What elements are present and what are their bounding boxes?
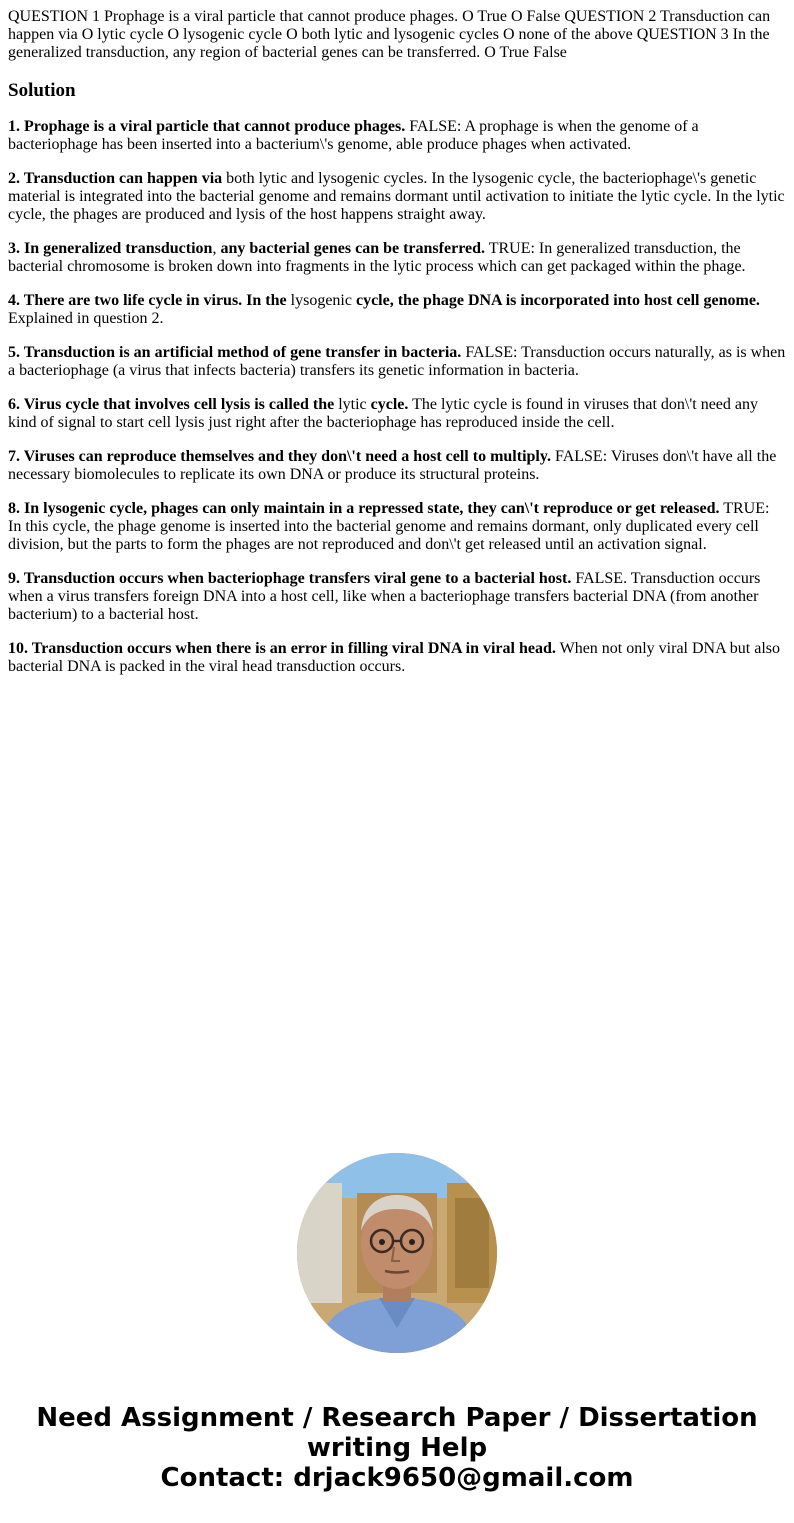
item-statement: 10. Transduction occurs when there is an error in filling viral DNA in viral head.	[8, 640, 556, 657]
item-statement: 7. Viruses can reproduce themselves and they don\'t need a host cell to multiply.	[8, 448, 551, 465]
item-statement: 8. In lysogenic cycle, phages can only maintain in a repressed state, they can\'t reproduce or get released.	[8, 500, 720, 517]
solution-item-1	[8, 118, 786, 154]
solution-item-5	[8, 344, 786, 380]
avatar	[297, 1153, 497, 1353]
question-text: QUESTION 1 Prophage is a viral particle that cannot produce phages. O True O False QUESTION 2 Transduction can happen via O lytic cycle O lysogenic cycle O both lytic and lysogenic cycles O none of the above QUESTION 3 In the generalized transduction, any region of bacterial genes can be transferred. O True False	[8, 8, 771, 61]
solution-item-3	[8, 240, 786, 276]
item-statement: 2. Transduction can happen via	[8, 170, 223, 187]
item-answer: FALSE: Transduction occurs naturally, as is when a bacteriophage (a virus that infects bacteria) transfers its genetic information in bacteria.	[8, 344, 786, 379]
solution-item-6	[8, 396, 786, 432]
avatar-photo	[297, 1153, 497, 1353]
solution-heading: Solution	[8, 80, 76, 101]
item-statement-cont: cycle.	[370, 396, 409, 413]
item-answer: TRUE: In generalized transduction, the bacterial chromosome is broken down into fragments in the lytic process which can get packaged within the phage.	[8, 240, 746, 275]
item-answer: Explained in question 2.	[8, 310, 164, 327]
solution-item-4	[8, 292, 786, 328]
item-answer: TRUE: In this cycle, the phage genome is inserted into the bacterial genome and remains dormant, only duplicated every cell division, but the parts to form the phages are not reproduced and don\'t get released until an activation signal.	[8, 500, 770, 553]
footer-contact-line: Contact: drjack9650@gmail.com	[160, 1463, 634, 1493]
item-statement: 4. There are two life cycle in virus. In the	[8, 292, 287, 309]
solution-item-9	[8, 570, 786, 624]
solution-item-8	[8, 500, 786, 554]
item-answer: both lytic and lysogenic cycles. In the lysogenic cycle, the bacteriophage\'s genetic material is integrated into the bacterial genome and remains dormant until activation to initiate the lytic cycle. In the lytic cycle, the phages are produced and lysis of the host happens straight away.	[8, 170, 785, 223]
item-answer: FALSE. Transduction occurs when a virus transfers foreign DNA into a host cell, like when a bacteriophage transfers bacterial DNA (from another bacterium) to a bacterial host.	[8, 570, 761, 623]
item-statement: 6. Virus cycle that involves cell lysis is called the	[8, 396, 335, 413]
item-statement: 5. Transduction is an artificial method of gene transfer in bacteria.	[8, 344, 462, 361]
footer-help-line: Need Assignment / Research Paper / Dissertation writing Help	[36, 1403, 758, 1463]
solution-item-2	[8, 170, 786, 224]
item-answer: FALSE: Viruses don\'t have all the necessary biomolecules to replicate its own DNA or produce its structural proteins.	[8, 448, 777, 483]
solution-item-10	[8, 640, 786, 676]
item-statement-cont: any bacterial genes can be transferred.	[220, 240, 485, 257]
item-statement: 3. In generalized transduction	[8, 240, 213, 257]
solution-item-7	[8, 448, 786, 484]
item-answer: FALSE: A prophage is when the genome of a bacteriophage has been inserted into a bacterium\'s genome, able produce phages when activated.	[8, 118, 699, 153]
document-content	[8, 8, 786, 692]
item-answer: The lytic cycle is found in viruses that don\'t need any kind of signal to start cell lysis just right after the bacteriophage has reproduced inside the cell.	[8, 396, 759, 431]
item-statement: 9. Transduction occurs when bacteriophage transfers viral gene to a bacterial host.	[8, 570, 572, 587]
item-answer: When not only viral DNA but also bacterial DNA is packed in the viral head transduction occurs.	[8, 640, 780, 675]
item-statement: 1. Prophage is a viral particle that cannot produce phages.	[8, 118, 406, 135]
item-statement-cont: cycle, the phage DNA is incorporated into host cell genome.	[355, 292, 760, 309]
item-comma: ,	[212, 240, 221, 257]
item-blank-answer: lytic	[334, 396, 371, 413]
item-blank-answer: lysogenic	[286, 292, 356, 309]
footer-promo	[0, 1403, 794, 1493]
